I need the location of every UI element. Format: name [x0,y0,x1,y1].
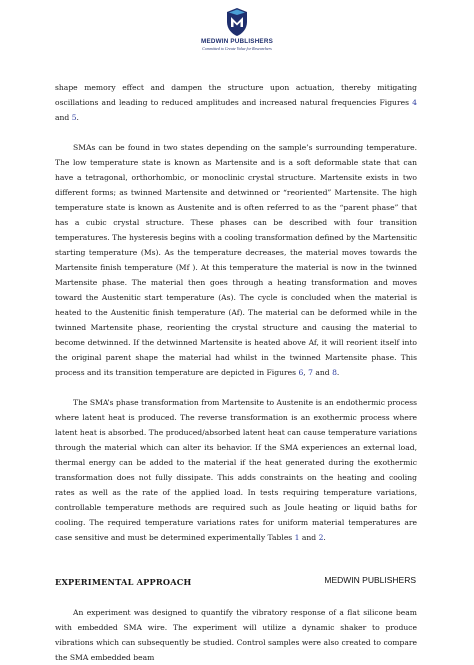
paragraph-3 [55,395,417,545]
table-2-link[interactable]: 2 [318,533,324,542]
medwin-logo-icon [225,7,249,37]
journal-header [0,7,474,51]
figure-6-link[interactable]: 6 [298,368,304,377]
footer-publisher: MEDWIN PUBLISHERS [324,575,416,585]
paragraph-2-sep1: , [303,368,309,377]
paragraph-3-conj: and [299,533,319,542]
figure-8-link[interactable]: 8 [332,368,337,377]
paragraph-2-text: SMAs can be found in two states depending on the sample’s surrounding temperature. The low temperature state is known as Martensite and is a soft deformable state that can have a tetragonal, orthorhombic, or monoclinic crystal structure. Martensite exists in two different forms; as twinned Martensite and detwinned or “reoriented” Martensite. The high temperature state is known as Austenite and is often referred to as the “parent phase” that has a cubic crystal structure. These phases can be described with four transition temperatures. The hysteresis begins with a cooling transformation defined by the Martensitic starting temperature (Ms). As the temperature decreases, the material moves towards the Martensite finish temperature (Mf ). At this temperature the material is now in the twinned Martensite phase. The material then goes through a heating transformation and moves toward the Austenitic start temperature (As). The cycle is concluded when the material is heated to the Austenitic finish temperature (Af). The material can be deformed while in the twinned Martensite phase, reorienting the crystal structure and causing the material to become detwinned. If the detwinned Martensite is heated above Af, it will reorient itself into the original parent shape the material had whilst in the twinned Martensite phase. This process and its transition temperature are depicted in Figures [55,143,417,377]
paragraph-2-end: . [336,368,340,377]
paragraph-1-text: shape memory effect and dampen the structure upon actuation, thereby mitigating oscillations and leading to reduced amplitudes and increased natural frequencies Figures [55,83,417,107]
paragraph-3-text: The SMA’s phase transformation from Martensite to Austenite is an endothermic process where latent heat is produced. The reverse transformation is an exothermic process where latent heat is absorbed. The produced/absorbed latent heat can cause temperature variations through the material which can alter its behavior. If the SMA experiences an external load, thermal energy can be added to the material if the heat generated during the exothermic transformation does not fully dissipate. This adds constraints on the heating and cooling rates as well as the rate of the applied load. In tests requiring temperature variations, controllable temperature methods are required such as Joule heating or liquid baths for cooling. The required temperature variations rates for uniform material temperatures are case sensitive and must be determined experimentally Tables [55,398,417,542]
figure-4-link[interactable]: 4 [412,98,417,107]
figure-7-link[interactable]: 7 [308,368,313,377]
publisher-name: MEDWIN PUBLISHERS [201,38,273,45]
paragraph-1 [55,80,417,125]
publisher-tagline: Committed to Create Value for Researchers [202,46,272,51]
paragraph-2-sep2: and [312,368,333,377]
paragraph-1-end: . [76,113,79,122]
paragraph-3-end: . [323,533,326,542]
paragraph-2 [55,140,417,380]
paragraph-1-conj: and [55,113,72,122]
paragraph-4: An experiment was designed to quantify the vibratory response of a flat silicone beam with embedded SMA wire. The experiment will utilize a dynamic shaker to produce vibrations which can subsequently be studied. Control samples were also created to compare the SMA embedded beam [55,608,417,662]
figure-5-link[interactable]: 5 [71,113,77,122]
table-1-link[interactable]: 1 [294,533,300,542]
section-heading: EXPERIMENTAL APPROACH [55,577,192,587]
